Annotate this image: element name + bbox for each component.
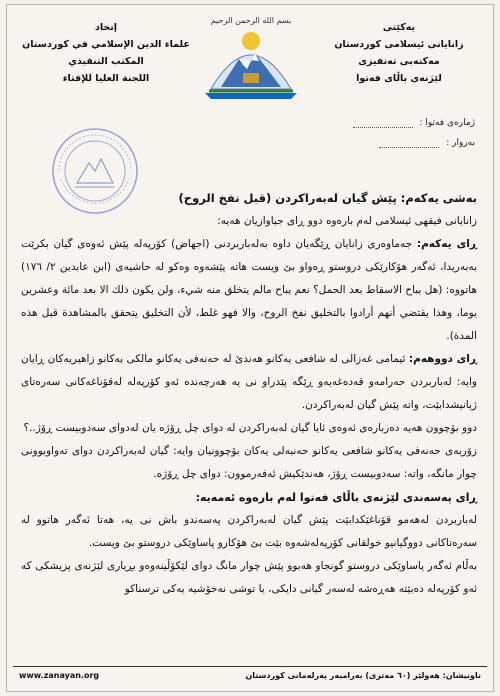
letterhead-page (6, 4, 494, 692)
opinion-two-text: ئیمامی غەزالی لە شافعی یەکانو هەندێ لە حەنەفی یەکانو مالکی یەکانو زاهیریەکان ڕایان وایە: لەباربردن حەرامەو قەدەغەیەو ڕێگە پێدراو نی یە هەرچەندە ئەو کۆرپەلە لەقۆناغەکانی سەرەتای ژیانیشدابێت، واتە پێش گیان لەبەراکردن. (21, 353, 477, 411)
basmala-text: بسم الله الرحمن الرحيم (210, 16, 292, 25)
letterhead-header (7, 9, 493, 101)
paragraph-committee-two: بەڵام ئەگەر پاساوێکی دروستو گونجاو هەبوو پێش چوار مانگ دوای لێکۆڵینەوەو بڕیاری لێژنەی پزیشکی کە ئەو کۆرپەلە دەبێتە هەڕەشە لەسەر گیانی دایکی، یا توشی نەخۆشیە یەکی ترسناکو (21, 560, 477, 595)
paragraph-opinion-one (21, 233, 477, 348)
fatwa-number-field (353, 117, 413, 128)
letterhead-footer (13, 666, 487, 685)
header-arabic-line: علماء الدين الإسلامي في كوردستان (22, 39, 190, 50)
header-arabic-line: المكتب التنفيذي (68, 56, 144, 67)
header-arabic (21, 19, 191, 87)
paragraph-two-views: دوو بۆچوون هەیە دەربارەی ئەوەی ئایا گیان لەبەراکردن لە دوای چل ڕۆژە یان لەدوای سەدوبیست ڕۆژ..؟ (23, 422, 477, 434)
opinion-two-label: ڕای دووهەم: (408, 353, 478, 365)
fatwa-number-label: ژمارەی فەتوا : (419, 118, 475, 128)
header-arabic-line: إتحاد (94, 22, 118, 33)
website-link[interactable]: www.zanayan.org (19, 671, 100, 680)
opinion-one-text: جەماوەری زانایان ڕێگەیان داوە بەلەباربردنی (اجهاض) کۆرپەلە پێش ئەوەی گیان بکرێت بەبەریدا، ئەگەر هۆکارێکی دروستو ڕەواو بێ ویست هاتە پێشەوە وەکو لە حاشیەی (ابن عابدين ٢/ ١٧٦) هاتووە: (هل يباح الاسقاط بعد الحمل؟ نعم يباح مالم يتخلق منه شيء، ولن يكون ذلك الا بعد مائة وعشرين يوما، وهذا يقتضي أنهم أرادوا بالتخليق نفخ الروح، والا فهو غلط، لأن التخليق يتحقق بالمشاهدة قبل هذه المدة). (21, 238, 477, 342)
organization-logo (191, 11, 311, 103)
paragraph-opinion-two (21, 348, 477, 417)
date-field (379, 137, 439, 148)
committee-opinion-heading: ڕای پەسەندی لێژنەی باڵای فەتوا لەم بارەوە ئەمەیە: (195, 491, 477, 504)
paragraph-majority-view: زۆربەی حەنەفی یەکانو شافعی یەکانو حەنبەلی یەکان بۆچوونیان وایە: گیان لەبەراکردن دوای تەواوبوونی چوار مانگە، واتە: سەدوبیست ڕۆژ، هەندێکیش ئەفەرموون: دوای چل ڕۆژە. (21, 445, 477, 480)
header-kurdish-line: یەکێتی (382, 22, 416, 33)
document-meta (355, 113, 475, 153)
header-kurdish-line: زانایانی ئیسلامی کوردستان (334, 39, 464, 50)
header-kurdish (319, 19, 479, 87)
date-label: بەروار : (446, 138, 475, 148)
header-arabic-line: اللجنة العليا للإفتاء (62, 73, 150, 84)
paragraph-committee-one: لەباربردن لەهەمو قۆناغێکدابێت پێش گیان لەبەراکردن پەسەندو باش نی یە، هەتا ئەگەر هاتوو لە سەرەتاکانی دووگیانیو خولقانی کۆرپەلەشەوە بێت بێ هۆکارو پاساوێکی دروستو بێ ویست. (21, 514, 477, 549)
opinion-one-label: ڕای یەکەم: (416, 238, 477, 250)
section-heading: بەشی یەکەم: پێش گیان لەبەراکردن (قبل نفخ الروح) (178, 191, 477, 205)
header-kurdish-line: لێژنەی باڵای فەتوا (356, 73, 442, 84)
document-body (21, 187, 477, 601)
fatwa-number-row (355, 113, 475, 133)
header-kurdish-line: مەکتەبی تەنفیزی (358, 56, 440, 67)
date-row (355, 133, 475, 153)
logo-emblem-icon (191, 11, 311, 103)
address-text: ناونیشان: هەولێر (٦٠ مەتری) بەرامبەر پەرلەمانی کوردستان (245, 671, 481, 680)
paragraph-intro: زانایانی فیقهی ئیسلامی لەم بارەوە دوو ڕای جیاوازیان هەیە: (217, 215, 477, 227)
